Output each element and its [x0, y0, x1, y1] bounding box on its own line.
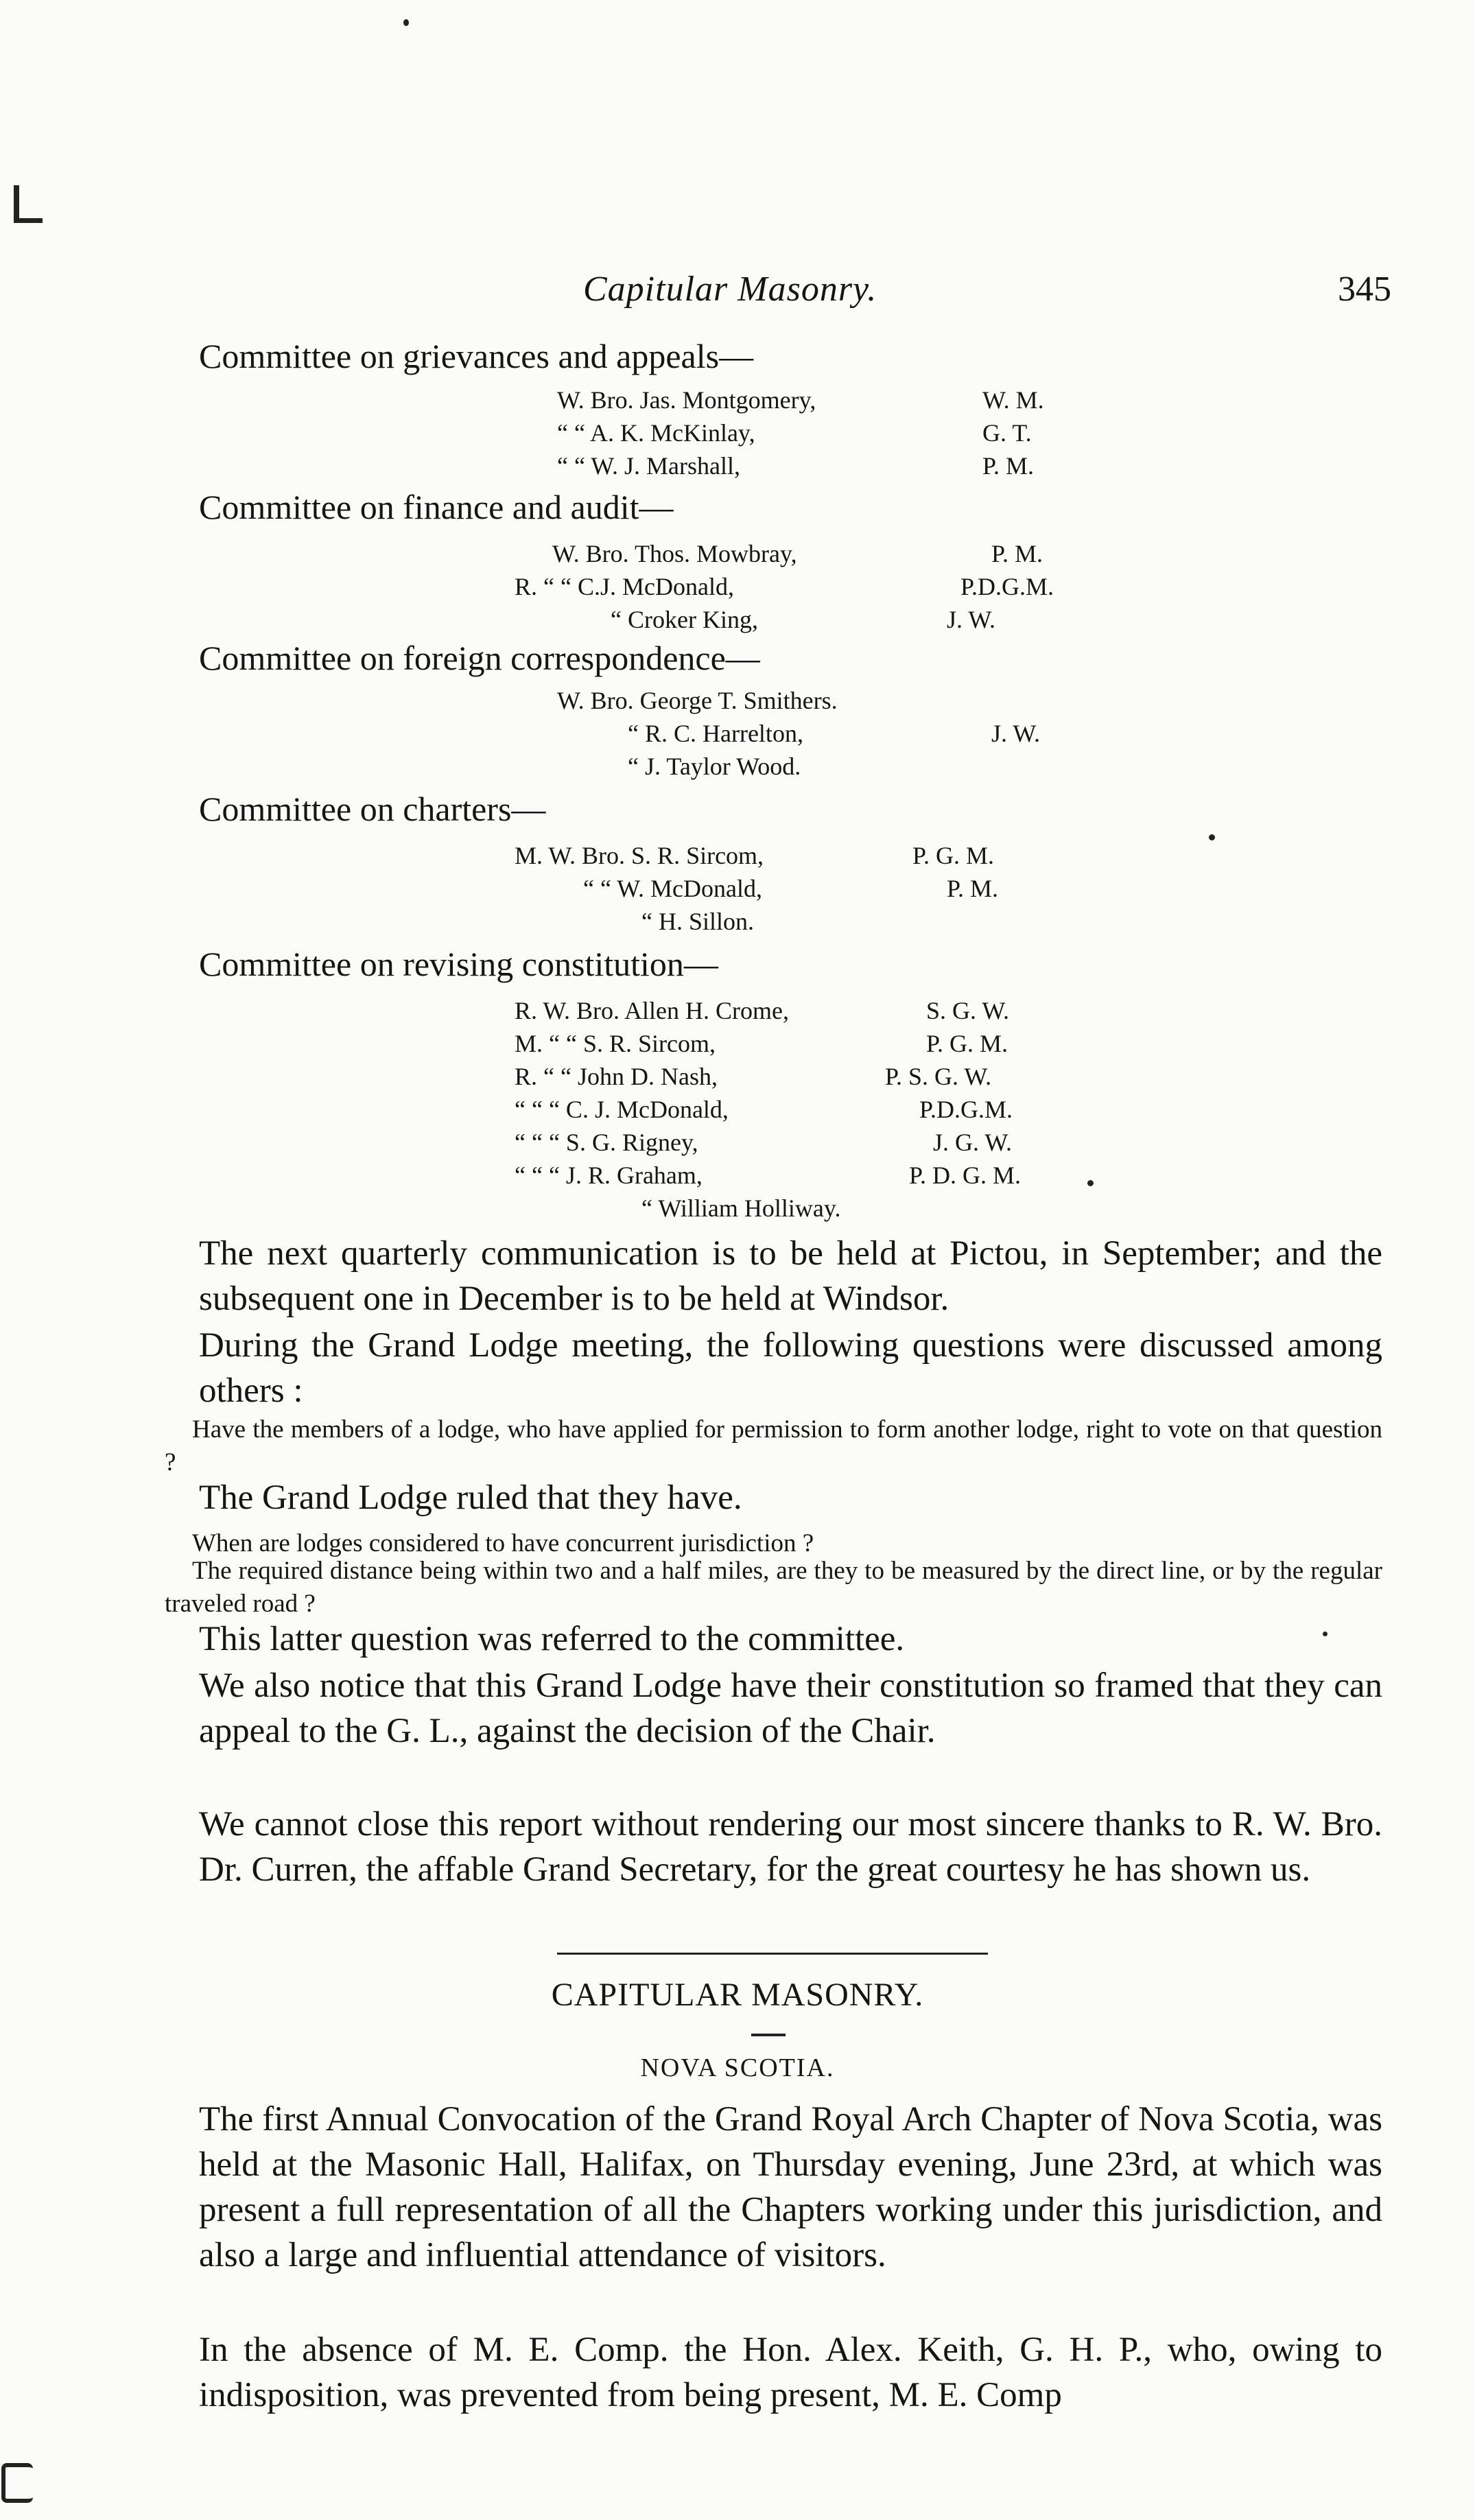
ink-speck: [1209, 834, 1215, 840]
section-divider: [557, 1953, 988, 1955]
question-concurrent-jurisdiction: When are lodges considered to have concurrent jurisdiction ?: [192, 1529, 814, 1557]
paragraph-quarterly-communication: The next quarterly communication is to be held at Pictou, in September; and the subsequent one in December is to be held at Windsor.: [199, 1234, 1382, 1318]
page-number: 345: [1338, 270, 1391, 309]
question-distance-measurement: The required distance being within two and a half miles, are they to be measured by the direct line, or by the regular traveled road ?: [165, 1557, 1382, 1618]
ink-speck: [1087, 1180, 1094, 1186]
section-subdivider: [751, 2034, 786, 2036]
committee-heading-charters: Committee on charters—: [199, 790, 546, 828]
margin-mark: [1, 2463, 33, 2503]
paragraph-referred-committee: This latter question was referred to the committee.: [199, 1620, 905, 1658]
section-subtitle: NOVA SCOTIA.: [640, 2053, 835, 2082]
committee-heading-foreign-correspondence: Committee on foreign correspondence—: [199, 639, 760, 677]
paragraph-grand-lodge-ruling: The Grand Lodge ruled that they have.: [199, 1479, 742, 1517]
paragraph-annual-convocation: The first Annual Convocation of the Grand Royal Arch Chapter of Nova Scotia, was held at the Masonic Hall, Halifax, on Thursday evening, June 23rd, at which was present a full representation of all the Chapters working under this jurisdiction, and also a large and influential attendance of visitors.: [199, 2100, 1382, 2274]
running-header-title: Capitular Masonry.: [583, 270, 877, 309]
paragraph-absence: In the absence of M. E. Comp. the Hon. Alex. Keith, G. H. P., who, owing to indisposition, was prevented from being present, M. E. Comp: [199, 2331, 1382, 2414]
committee-heading-finance: Committee on finance and audit—: [199, 488, 674, 526]
paragraph-thanks: We cannot close this report without rendering our most sincere thanks to R. W. Bro. Dr. Curren, the affable Grand Secretary, for the great courtesy he has shown us.: [199, 1805, 1382, 1889]
margin-mark: [14, 185, 19, 220]
margin-mark: [14, 218, 43, 223]
ink-speck: [403, 19, 409, 26]
paragraph-constitution-appeal: We also notice that this Grand Lodge have their constitution so framed that they can appeal to the G. L., against the decision of the Chair.: [199, 1667, 1382, 1750]
paragraph-grand-lodge-meeting: During the Grand Lodge meeting, the following questions were discussed among others :: [199, 1326, 1382, 1410]
question-lodge-vote: Have the members of a lodge, who have applied for permission to form another lodge, right to vote on that question ?: [165, 1415, 1382, 1476]
section-title: CAPITULAR MASONRY.: [551, 1977, 924, 2013]
committee-heading-grievances: Committee on grievances and appeals—: [199, 337, 754, 375]
committee-heading-revising-constitution: Committee on revising constitution—: [199, 945, 718, 983]
